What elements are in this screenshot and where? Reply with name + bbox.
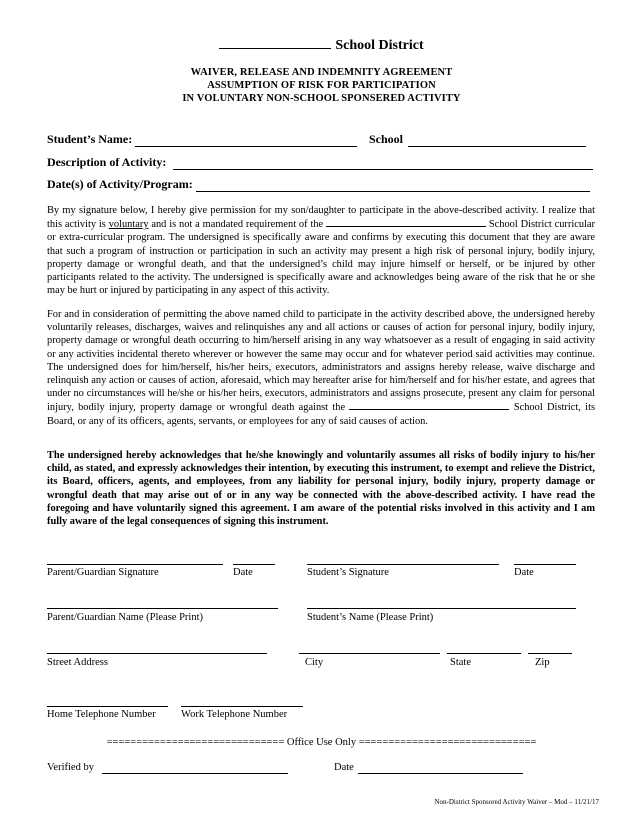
- zip-label: Zip: [535, 657, 550, 668]
- home-phone-line[interactable]: [47, 706, 168, 707]
- document-title: [0, 36, 643, 54]
- p1-text-b: and is not a mandated requirement of the: [148, 219, 326, 231]
- p1-voluntary: voluntary: [108, 219, 149, 231]
- home-phone-label: Home Telephone Number: [47, 709, 156, 720]
- dates-line[interactable]: [196, 191, 590, 192]
- student-signature-line[interactable]: [307, 564, 499, 565]
- city-label: City: [305, 657, 324, 668]
- school-label: School: [369, 132, 404, 146]
- street-label: Street Address: [47, 657, 108, 668]
- verified-by-line[interactable]: [102, 773, 288, 774]
- student-date-line[interactable]: [514, 564, 576, 565]
- parent-name-line[interactable]: [47, 608, 278, 609]
- zip-line[interactable]: [528, 653, 572, 654]
- parent-signature-line[interactable]: [47, 564, 223, 565]
- p1-district-blank[interactable]: [326, 217, 486, 227]
- parent-date-label: Date: [233, 567, 253, 578]
- description-line[interactable]: [173, 169, 593, 170]
- work-phone-line[interactable]: [181, 706, 303, 707]
- street-line[interactable]: [47, 653, 267, 654]
- student-date-label: Date: [514, 567, 534, 578]
- p2-text-a: For and in consideration of permitting the above named child to participate in the activity described above, the undersigned hereby voluntarily releases, discharges, waives and relinquishes any and all actions or causes of action for personal injury, bodily injury, property damage or wrongful death occurring to him/herself arising in any way whatsoever as a result of engaging in said activity or any activities incidental thereto wherever or however the same may occur and for whatever period said activities may continue. The undersigned does for him/herself, his/her heirs, executors, administrators and assigns hereby release, waive discharge and relinquish any action or causes of action, aforesaid, which may hereafter arise for him/herself and for his/her estate, and agrees that under no circumstances will he/she or his/her heirs, executors, administrators and assigns prosecute, present any claim for personal injury, bodily injury, property damage or wrongful death against the: [47, 309, 595, 414]
- student-signature-label: Student’s Signature: [307, 567, 389, 578]
- office-date-label: Date: [334, 762, 354, 773]
- school-line[interactable]: [408, 146, 586, 147]
- p1-text-c: School District curricular or extra-curricular program. The undersigned is specifically aware and confirms by executing this document that they are aware that such a program of instruction or participation in such an activity may present a high risk of personal injury, bodily injury, property damage or wrongful death, and that the undersigned’s child may injure himself or herself, or be injured by other participants related to the activity. The undersigned is specifically aware and acknowledges being aware of the risk that he or she may be hurt or injured by participating in any aspect of this activity.: [47, 219, 595, 297]
- student-name-print-label: Student’s Name (Please Print): [307, 612, 434, 623]
- paragraph-release: [47, 308, 595, 428]
- paragraph-acknowledgement: The undersigned hereby acknowledges that he/she knowingly and voluntarily assumes all risks of bodily injury to his/her child, as stated, and expressly acknowledges their intention, by executing this instrument, to exempt and relieve the District, its Board, officers, agents, and employees, from any liability for personal injury, bodily injury, property damage or wrongful death that may arise out of or in any way be connected with the above-described activity. I have read the foregoing and have voluntarily signed this agreement. I am aware of the potential risks involved in this activity and I am fully aware of the legal consequences of signing this instrument.: [47, 450, 595, 528]
- district-name-blank[interactable]: [219, 36, 331, 49]
- parent-date-line[interactable]: [233, 564, 275, 565]
- work-phone-label: Work Telephone Number: [181, 709, 288, 720]
- p1-text-a: By my signature below, I hereby give permission for my son/daughter to participate in the above-described activity. I realize that this activity is: [47, 205, 595, 231]
- state-label: State: [450, 657, 471, 668]
- title-text: School District: [335, 38, 424, 53]
- parent-name-label: Parent/Guardian Name (Please Print): [47, 612, 203, 623]
- city-line[interactable]: [299, 653, 440, 654]
- dates-label: Date(s) of Activity/Program:: [47, 177, 193, 191]
- heading-line-3: IN VOLUNTARY NON-SCHOOL SPONSERED ACTIVITY: [182, 93, 461, 104]
- student-name-label: Student’s Name:: [47, 132, 133, 146]
- p2-text-b: School District, its Board, or any of its officers, agents, servants, or employees for any of said causes of action.: [47, 402, 595, 427]
- heading-line-2: ASSUMPTION OF RISK FOR PARTICIPATION: [207, 80, 436, 91]
- office-date-line[interactable]: [358, 773, 523, 774]
- state-line[interactable]: [447, 653, 521, 654]
- heading-line-1: WAIVER, RELEASE AND INDEMNITY AGREEMENT: [190, 67, 453, 78]
- description-label: Description of Activity:: [47, 155, 167, 169]
- parent-signature-label: Parent/Guardian Signature: [47, 567, 159, 578]
- footer-revision: Non-District Sponsored Activity Waiver – Mod – 11/21/17: [434, 798, 599, 806]
- office-use-divider: ============================== Office Use Only ==============================: [106, 737, 537, 748]
- p2-district-blank[interactable]: [349, 400, 509, 410]
- student-name-print-line[interactable]: [307, 608, 576, 609]
- verified-by-label: Verified by: [47, 762, 94, 773]
- student-name-line[interactable]: [135, 146, 357, 147]
- paragraph-permission: [47, 204, 595, 297]
